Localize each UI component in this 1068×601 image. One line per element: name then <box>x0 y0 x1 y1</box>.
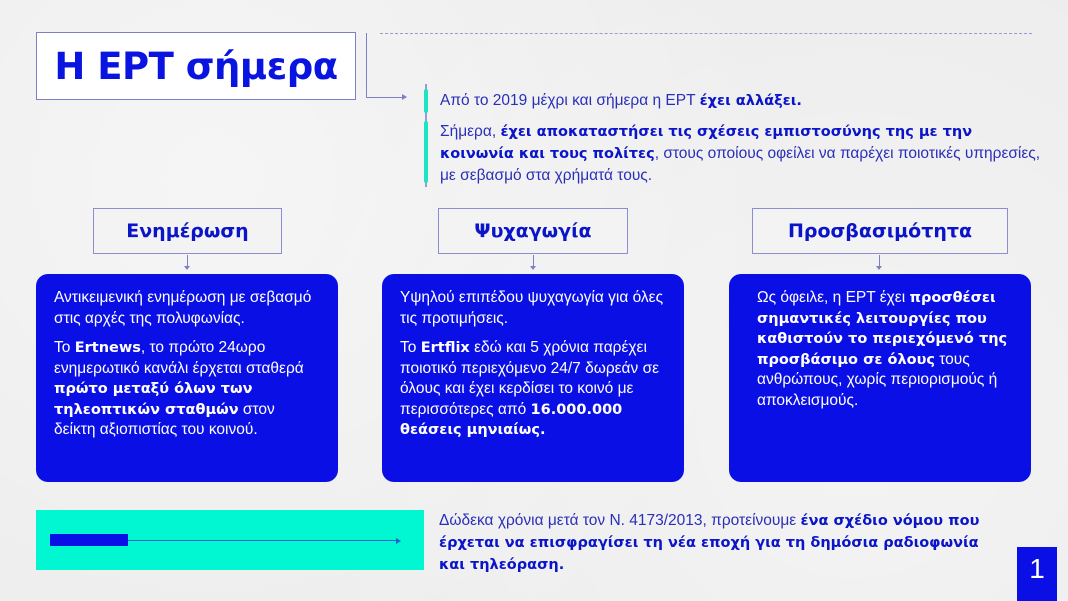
card-prosvasimotita <box>729 274 1031 482</box>
arrow-right-icon <box>396 538 401 544</box>
card-highlight: προσθέσει σημαντικές λειτουργίες που καθιστούν το περιεχόμενό της προσβάσιμο σε όλους <box>757 290 1008 368</box>
progress-marker <box>50 534 128 546</box>
intro-text: Σήμερα, <box>440 123 501 140</box>
text-span: , το πρώτο 24ωρο ενημερωτικό κανάλι έρχεται σταθερά <box>54 339 304 377</box>
accent-marker <box>424 121 428 183</box>
text-span: τους ανθρώπους, χωρίς περιορισμούς ή αποκλεισμούς. <box>757 350 998 409</box>
arrow-right-icon <box>402 94 407 100</box>
timeline-line <box>128 540 396 541</box>
arrow-down-icon <box>533 255 534 267</box>
brand-name: Ertflix <box>420 340 470 356</box>
intro-block <box>425 84 1045 187</box>
text-span: στον δείκτη αξιοπιστίας του κοινού. <box>54 400 275 438</box>
card-highlight: 16.000.000 θεάσεις μηνιαίως. <box>400 401 623 438</box>
arrow-down-icon <box>187 255 188 267</box>
category-label-enimerosi: Ενημέρωση <box>93 208 282 254</box>
card-text <box>400 338 666 441</box>
brand-name: Ertnews <box>74 340 141 356</box>
intro-highlight: έχει αποκαταστήσει τις σχέσεις εμπιστοσύνης της με την κοινωνία και τους πολίτες <box>440 124 973 162</box>
page-title: Η ΕΡΤ σήμερα <box>54 44 338 88</box>
card-text <box>54 338 320 441</box>
teal-banner <box>36 510 424 570</box>
text-span: εδώ και 5 χρόνια παρέχει ποιοτικό περιεχόμενο 24/7 δωρεάν σε όλους και έχει κερδίσει το κοινό με περισσότερες από <box>400 339 660 418</box>
arrow-down-icon <box>879 255 880 267</box>
connector-line <box>366 33 406 98</box>
card-text: Υψηλού επιπέδου ψυχαγωγία για όλες τις προτιμήσεις. <box>400 289 664 327</box>
intro-highlight: έχει αλλάξει. <box>699 93 802 109</box>
closing-statement <box>439 510 999 576</box>
card-highlight: πρώτο μεταξύ όλων των τηλεοπτικών σταθμών <box>54 381 253 418</box>
category-label-prosvasimotita: Προσβασιμότητα <box>752 208 1008 254</box>
page-number: 1 <box>1017 547 1057 601</box>
text-span: Το <box>400 339 421 356</box>
intro-text: Από το 2019 μέχρι και σήμερα η ΕΡΤ <box>440 92 700 109</box>
card-enimerosi <box>36 274 338 482</box>
card-text: Αντικειμενική ενημέρωση με σεβασμό στις αρχές της πολυφωνίας. <box>54 289 312 327</box>
title-box <box>36 32 356 100</box>
accent-marker <box>424 89 428 113</box>
text-span: Ως όφειλε, η ΕΡΤ έχει <box>757 289 910 306</box>
dashed-divider <box>380 33 1032 34</box>
category-label-psychagogia: Ψυχαγωγία <box>438 208 628 254</box>
intro-paragraph-2 <box>440 121 1045 187</box>
card-psychagogia <box>382 274 684 482</box>
closing-text: Δώδεκα χρόνια μετά τον Ν. 4173/2013, προτείνουμε <box>439 512 801 529</box>
intro-line-1 <box>440 90 1045 112</box>
intro-text: , στους οποίους οφείλει να παρέχει ποιοτικές υπηρεσίες, με σεβασμό στα χρήματά τους. <box>440 145 1041 184</box>
closing-highlight: ένα σχέδιο νόμου που έρχεται να επισφραγίσει τη νέα εποχή για τη δημόσια ραδιοφωνία και τηλεόραση. <box>439 513 980 573</box>
card-text <box>757 288 1013 411</box>
text-span: Το <box>54 339 75 356</box>
